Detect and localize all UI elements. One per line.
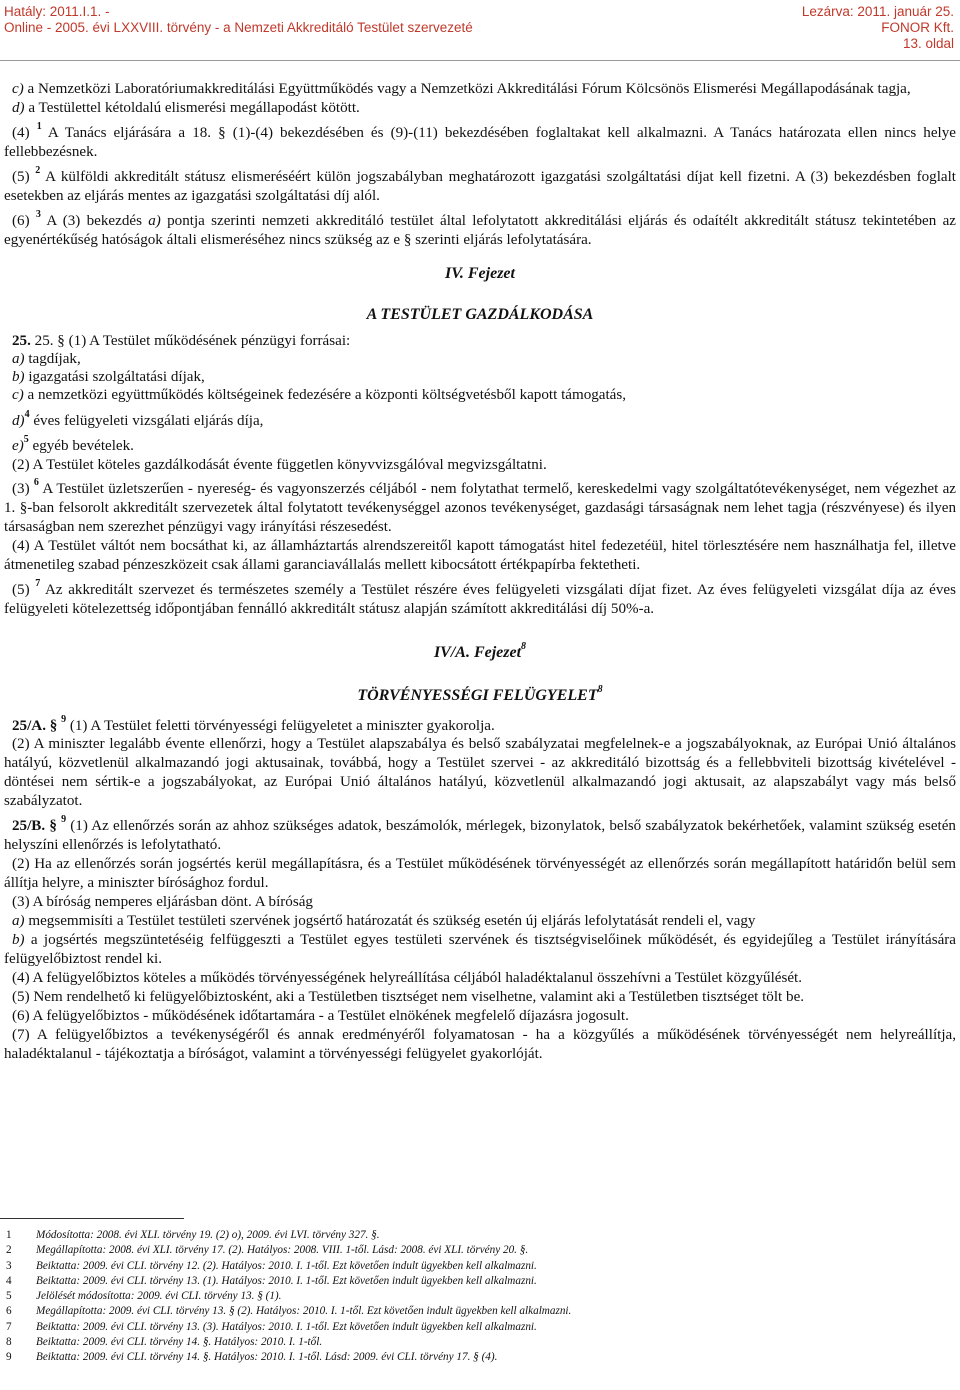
item-text: a jogsértés megszüntetéséig felfüggeszti a Testület egyes testületi szervének és tisztségviselőinek működését, és egyidejűleg a Testület irányítására felügyelőbiztost rendel ki. xyxy=(4,932,956,967)
paragraph-text: A külföldi akkreditált státusz elismeréséért külön jogszabályban meghatározott igazgatási szolgáltatási díjat kell fizetni. A (3) bekezdésben foglalt esetekben az eljárás mentes az igazgatási szolgáltatási díj alól. xyxy=(4,169,956,204)
item-marker: c) xyxy=(12,81,24,97)
chapter-title: A TESTÜLET GAZDÁLKODÁSA xyxy=(366,306,594,323)
page-number: 13. oldal xyxy=(902,36,954,51)
item-marker: d) xyxy=(12,413,25,429)
footnote-text: Módosította: 2008. évi XLI. törvény 19. (2) o), 2009. évi LVI. törvény 327. §. xyxy=(36,1229,380,1241)
chapter-number: IV. Fejezet xyxy=(445,265,515,282)
paragraph-number: (5) xyxy=(12,169,30,185)
paragraph: (5) Nem rendelhető ki felügyelőbiztosként, aki a Testületben tisztséget nem viselhetne, valamint aki a Testületben tisztséget tölt be. xyxy=(12,989,805,1005)
footnote-text: Megállapította: 2009. évi CLI. törvény 13. § (2). Hatályos: 2010. I. 1-től. Ezt követően indult ügyekben kell alkalmazni. xyxy=(36,1305,572,1318)
footnote-ref[interactable]: 5 xyxy=(23,434,29,445)
footnote-ref[interactable]: 3 xyxy=(35,209,41,220)
paragraph: (3) A bíróság nemperes eljárásban dönt. A bíróság xyxy=(12,894,313,910)
footnote xyxy=(4,1335,956,1350)
footnote-ref[interactable]: 8 xyxy=(521,641,527,652)
paragraph-text: pontja szerinti nemzeti akkreditáló testület által lefolytatott akkreditálási eljárás és odaítélt akkreditált státusz tekintetében az egyenértékűség hatóságok általi elismeréséhez nincs szükség az e § szerinti eljárás lefolytatására. xyxy=(4,213,956,248)
footnote-ref[interactable]: 6 xyxy=(33,477,39,488)
footnote-text: Jelölését módosította: 2009. évi CLI. törvény 13. § (1). xyxy=(36,1290,282,1303)
paragraph-number: (4) xyxy=(12,125,30,141)
page-header-left xyxy=(4,4,473,36)
publisher: FONOR Kft. xyxy=(881,20,954,35)
paragraph xyxy=(4,477,956,537)
item-marker: a) xyxy=(148,213,161,229)
footnote xyxy=(4,1228,956,1243)
paragraph: (4) A felügyelőbiztos köteles a működés törvényességének helyreállítása céljából haladéktalanul összehívni a Testület közgyűlését. xyxy=(12,970,803,986)
footnote-ref[interactable]: 9 xyxy=(61,814,67,825)
footnote-text: Beiktatta: 2009. évi CLI. törvény 14. §. Hatályos: 2010. I. 1-től. xyxy=(36,1336,323,1349)
paragraph-number: (6) xyxy=(12,213,30,229)
footnote-number: 1 xyxy=(6,1229,12,1241)
list-item xyxy=(4,912,956,931)
footnote xyxy=(4,1289,956,1304)
page-header-right xyxy=(802,4,954,52)
list-item xyxy=(4,99,956,118)
footnote-number: 2 xyxy=(6,1244,12,1257)
section-number: 25/A. § xyxy=(12,718,58,734)
paragraph xyxy=(4,209,956,250)
footnotes xyxy=(4,1228,956,1366)
paragraph-text: (1) Az ellenőrzés során az ahhoz szükséges adatok, beszámolók, mérlegek, bizonylatok, belső szabályzatok bekérhetőek, valamint szükség esetén helyszíni ellenőrzés is lefolytatható. xyxy=(4,818,956,853)
paragraph-text: A (3) bekezdés xyxy=(40,213,149,229)
section-number: 25/B. § xyxy=(12,818,57,834)
item-text: megsemmisíti a Testület testületi szervének jogsértő határozatát és szükség esetén új eljárás lefolytatását rendeli el, vagy xyxy=(24,913,756,929)
footnote xyxy=(4,1259,956,1274)
footnote-ref[interactable]: 9 xyxy=(61,714,67,725)
footnote-divider xyxy=(0,1218,184,1219)
list-item xyxy=(4,409,956,431)
section-text: 25. § (1) A Testület működésének pénzügyi forrásai: xyxy=(34,333,351,349)
chapter-title xyxy=(4,686,956,705)
paragraph-text: Az akkreditált szervezet és természetes személy a Testület részére éves felügyeleti vizsgálati díjat fizet. Az éves felügyeleti vizsgálat díja az éves felügyeleti kötelezettség időpontjában fennálló akkreditált státusz alapján számított akkreditálási díj 50%-a. xyxy=(4,582,956,617)
paragraph-text: (1) A Testület feletti törvényességi felügyeletet a miniszter gyakorolja. xyxy=(66,718,495,734)
footnote-text: Beiktatta: 2009. évi CLI. törvény 13. (3). Hatályos: 2010. I. 1-től. Ezt követően indult ügyekben kell alkalmazni. xyxy=(36,1320,537,1333)
paragraph xyxy=(4,578,956,619)
effective-date: Hatály: 2011.I.1. - xyxy=(4,4,110,19)
paragraph: (7) A felügyelőbiztos a tevékenységéről és annak eredményéről folyamatosan - ha a közgyűlés a működésének törvényességét nem helyreállítja, haladéktalanul - tájékoztatja a bíróságot, valamint a törvényességi felügyelet gyakorlóját. xyxy=(4,1027,956,1062)
list-item xyxy=(4,368,956,386)
paragraph: (2) A Testület köteles gazdálkodását évente független könyvvizsgálóval megvizsgáltatni. xyxy=(12,457,547,473)
list-item xyxy=(4,350,956,368)
document-title: Online - 2005. évi LXXVIII. törvény - a Nemzeti Akkreditáló Testület szervezeté xyxy=(4,20,473,35)
paragraph: (4) A Testület váltót nem bocsáthat ki, az államháztartás alrendszereitől kapott támogatást hitel fedezetéül, hitel törlesztésére nem használhatja fel, illetve átmenetileg szabad pénzeszközeit csak állami garanciavállalás mellett kibocsátott értékpapírba fektetheti. xyxy=(4,538,956,573)
list-item xyxy=(4,386,956,404)
chapter-number xyxy=(4,643,956,662)
paragraph xyxy=(4,121,956,162)
paragraph: (2) Ha az ellenőrzés során jogsértés kerül megállapításra, és a Testület működésének törvényességét az ellenőrzés során megállapított határidőn belül sem állítja helyre, a miniszter bírósághoz fordul. xyxy=(4,856,956,891)
footnote xyxy=(4,1274,956,1289)
footnote-ref[interactable]: 7 xyxy=(35,578,41,589)
footnote xyxy=(4,1320,956,1335)
section-heading: 25. 25. § (1) A Testület működésének pénzügyi forrásai: xyxy=(12,333,351,349)
paragraph-number: (5) xyxy=(12,582,30,598)
footnote xyxy=(4,1243,956,1258)
footnote-ref[interactable]: 8 xyxy=(597,684,603,695)
section-heading xyxy=(4,814,956,855)
footnote-number: 9 xyxy=(6,1351,12,1364)
footnote-ref[interactable]: 2 xyxy=(35,165,41,176)
header-divider xyxy=(0,60,960,61)
list-item xyxy=(4,931,956,969)
closing-date: Lezárva: 2011. január 25. xyxy=(801,4,954,19)
item-text: tagdíjak, xyxy=(24,351,81,367)
paragraph: (2) A miniszter legalább évente ellenőrzi, hogy a Testület alapszabálya és belső szabályzatai megfelelnek-e a jogszabályoknak, az Európai Unió általános hatályú, közvetlenül alkalmazandó jogi aktusainak, továbbá, hogy a Testület szervei - az akkreditáló bizottság és a fellebbviteli bizottság kivételével - döntései nem sértik-e a jogszabályokat, az Európai Unió általános hatályú, közvetlenül alkalmazandó jogi aktusait, az alapszabályt vagy más belső szabályzatot. xyxy=(4,736,956,809)
item-marker: a) xyxy=(12,913,25,929)
chapter-title-text: TÖRVÉNYESSÉGI FELÜGYELET xyxy=(357,687,598,704)
paragraph-text: A Tanács eljárására a 18. § (1)-(4) bekezdésében és (9)-(11) bekezdésében foglaltakat kell alkalmazni. A Tanács határozata ellen nincs helye fellebbezésnek. xyxy=(4,125,956,160)
item-marker: e) xyxy=(12,438,24,454)
item-marker: a) xyxy=(12,351,25,367)
item-marker: d) xyxy=(12,100,25,116)
footnote-text: Beiktatta: 2009. évi CLI. törvény 14. §. Hatályos: 2010. I. 1-től. Lásd: 2009. évi CLI. törvény 17. § (4). xyxy=(36,1351,498,1364)
item-text: éves felügyeleti vizsgálati eljárás díja, xyxy=(29,413,264,429)
item-text: a nemzetközi együttműködés költségeinek fedezésére a központi költségvetésből kapott támogatás, xyxy=(23,387,627,403)
item-marker: b) xyxy=(12,369,25,385)
footnote-number: 6 xyxy=(6,1305,12,1318)
footnote-number: 3 xyxy=(6,1259,12,1272)
footnote-ref[interactable]: 1 xyxy=(36,121,42,132)
item-marker: b) xyxy=(12,932,25,948)
paragraph-text: A Testület üzletszerűen - nyereség- és vagyonszerzés céljából - nem folytathat termelő, kereskedelmi vagy szolgáltatótevékenységet, nem végezhet az 1. §-ban felsorolt akkreditált szervezetek által folytatott tevékenységgel azonos tevékenységet, gazdasági társaságnak nem lehet tagja (részvényese) és ilyen társaságban nem szerezhet pénzügyi vagy irányítási részesedést. xyxy=(4,481,956,535)
footnote-text: Megállapította: 2008. évi XLI. törvény 17. (2). Hatályos: 2008. VIII. 1-től. Lásd: 2008. évi XLI. törvény 20. §. xyxy=(36,1244,529,1257)
footnote-text: Beiktatta: 2009. évi CLI. törvény 12. (2). Hatályos: 2010. I. 1-től. Ezt követően indult ügyekben kell alkalmazni. xyxy=(36,1259,537,1272)
paragraph xyxy=(4,165,956,206)
item-text: igazgatási szolgáltatási díjak, xyxy=(24,369,205,385)
chapter-number-text: IV/A. Fejezet xyxy=(433,644,522,661)
document-body xyxy=(4,80,956,1064)
item-text: egyéb bevételek. xyxy=(28,438,134,454)
section-heading xyxy=(4,714,956,735)
footnote-number: 5 xyxy=(6,1290,12,1303)
list-item xyxy=(4,80,956,99)
footnote-number: 8 xyxy=(6,1336,12,1349)
paragraph-number: (3) xyxy=(12,481,30,497)
list-item xyxy=(4,434,956,456)
footnote xyxy=(4,1350,956,1365)
footnote-number: 4 xyxy=(6,1274,12,1287)
item-text: a Nemzetközi Laboratóriumakkreditálási Együttműködés vagy a Nemzetközi Akkreditálási Fórum Kölcsönös Elismerési Megállapodásának tagja, xyxy=(23,81,911,97)
item-text: a Testülettel kétoldalú elismerési megállapodást kötött. xyxy=(24,100,360,116)
footnote xyxy=(4,1304,956,1319)
footnote-number: 7 xyxy=(6,1320,12,1333)
item-marker: c) xyxy=(12,387,24,403)
footnote-text: Beiktatta: 2009. évi CLI. törvény 13. (1). Hatályos: 2010. I. 1-től. Ezt követően indult ügyekben kell alkalmazni. xyxy=(36,1274,537,1287)
paragraph: (6) A felügyelőbiztos - működésének időtartamára - a Testület elnökének megfelelő díjazásra jogosult. xyxy=(12,1008,629,1024)
footnote-ref[interactable]: 4 xyxy=(24,409,30,420)
